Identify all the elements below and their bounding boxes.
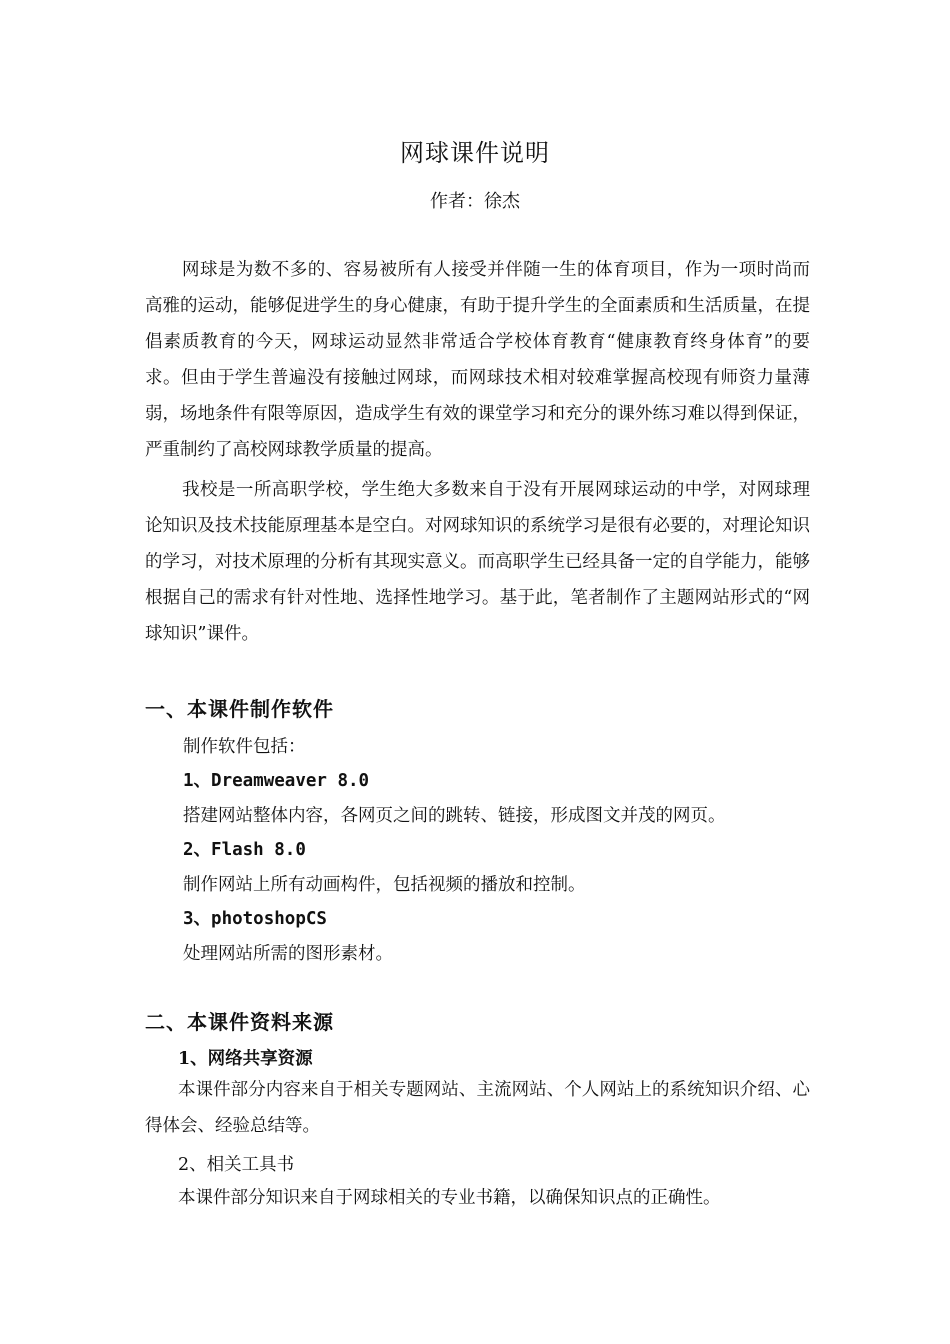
software-intro: 制作软件包括： [183, 737, 306, 757]
software-item-2-name: 2、Flash 8.0 [183, 840, 306, 860]
intro-paragraph-2: 我校是一所高职学校，学生绝大多数来自于没有开展网球运动的中学，对网球理论知识及技术技能原理基本是空白。对网球知识的系统学习是很有必要的，对理论知识的学习，对技术原理的分析有其现实意义。而高职学生已经具备一定的自学能力，能够根据自己的需求有针对性地、选择性地学习。基于此，笔者制作了主题网站形式的“网球知识”课件。 [145, 480, 810, 644]
author-line: 作者：徐杰 [430, 191, 520, 212]
intro-paragraph-1: 网球是为数不多的、容易被所有人接受并伴随一生的体育项目，作为一项时尚而高雅的运动，能够促进学生的身心健康，有助于提升学生的全面素质和生活质量，在提倡素质教育的今天，网球运动显然非常适合学校体育教育“健康教育终身体育”的要求。但由于学生普遍没有接触过网球，而网球技术相对较难掌握高校现有师资力量薄弱，场地条件有限等原因，造成学生有效的课堂学习和充分的课外练习难以得到保证，严重制约了高校网球教学质量的提高。 [145, 260, 810, 460]
section-1-heading: 一、本课件制作软件 [145, 697, 334, 721]
software-item-1-name: 1、Dreamweaver 8.0 [183, 771, 370, 791]
source-1-title: 1、网络共享资源 [178, 1049, 313, 1069]
source-2-text: 本课件部分知识来自于网球相关的专业书籍，以确保知识点的正确性。 [178, 1188, 721, 1208]
document-title: 网球课件说明 [400, 139, 550, 167]
section-2-heading: 二、本课件资料来源 [145, 1010, 334, 1034]
software-item-1-desc: 搭建网站整体内容，各网页之间的跳转、链接，形成图文并茂的网页。 [183, 806, 726, 826]
software-item-3-name: 3、photoshopCS [183, 909, 327, 929]
source-2-title: 2、相关工具书 [178, 1155, 295, 1175]
software-item-3-desc: 处理网站所需的图形素材。 [183, 944, 393, 964]
software-item-2-desc: 制作网站上所有动画构件，包括视频的播放和控制。 [183, 875, 586, 895]
source-1-text: 本课件部分内容来自于相关专题网站、主流网站、个人网站上的系统知识介绍、心得体会、经验总结等。 [145, 1080, 810, 1136]
